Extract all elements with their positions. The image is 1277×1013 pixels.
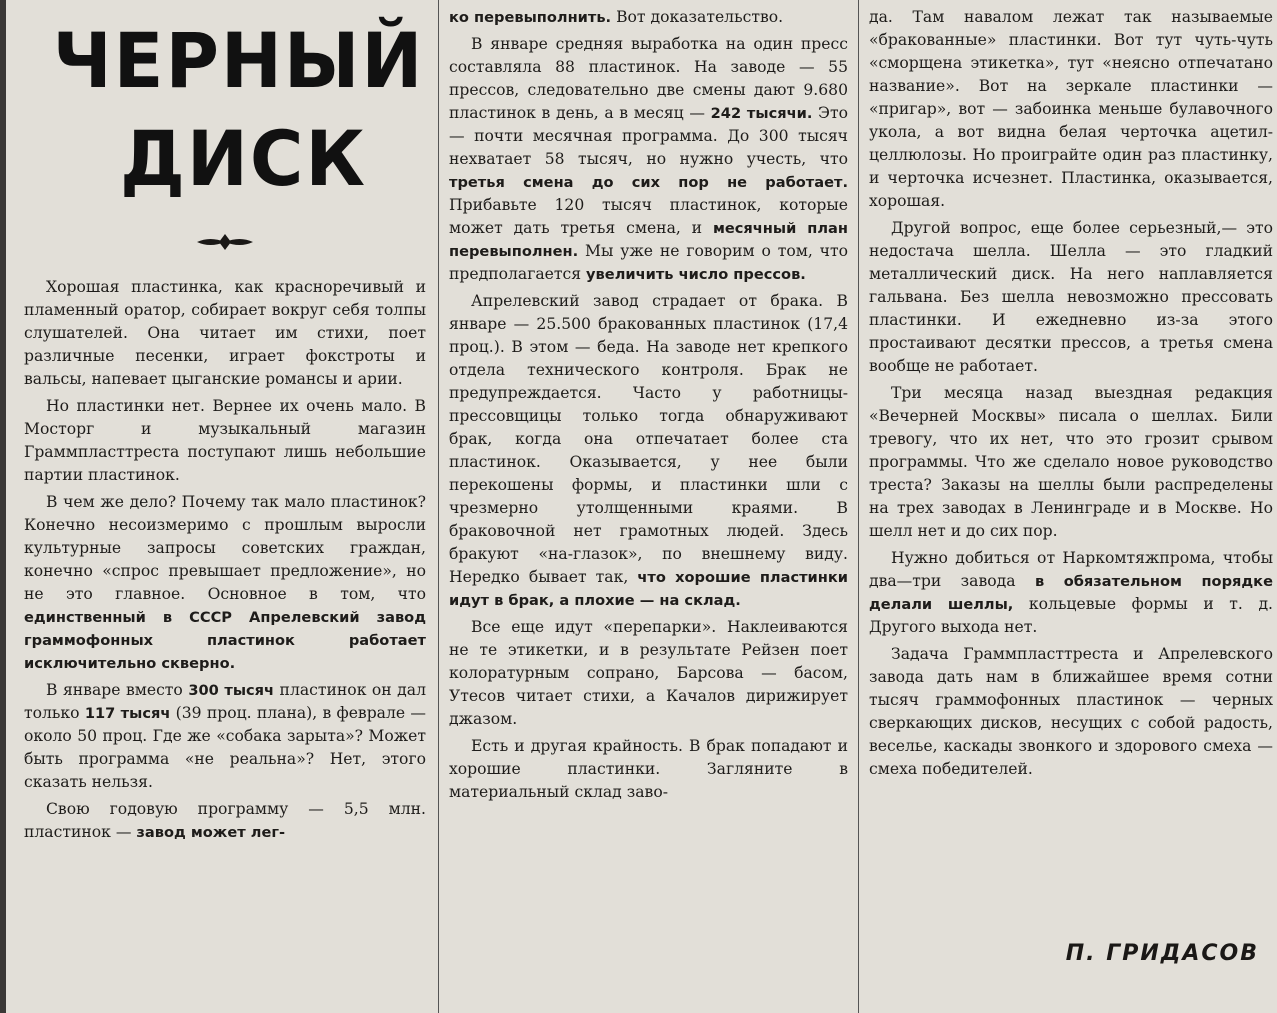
column-3 — [858, 0, 1277, 1013]
bold-text-run: 242 тысячи. — [710, 105, 813, 122]
text-run: кольцевые формы и т. д. Другого выхода нет. — [869, 595, 1274, 636]
paragraph: Все еще идут «перепарки». Наклеиваются не те этикетки, и в результате Рейзен поет колоратурным сопрано, Барсова — басом, Утесов читает стихи, а Качалов дирижирует джазом. — [449, 618, 848, 728]
text-run: Нужно добиться от Наркомтяжпрома, чтобы два—три завода — [869, 549, 1273, 590]
text-run: Это — почти месячная программа. До 300 тысяч нехватает 58 тысяч, но нужно учесть, что — [449, 104, 849, 168]
bold-text-run: завод может лег- — [136, 824, 286, 841]
bold-text-run: 300 тысяч — [188, 682, 275, 699]
diamond-ornament-icon — [195, 232, 255, 252]
bold-text-run: 117 тысяч — [84, 705, 171, 722]
text-run: Апрелевский завод страдает от брака. В январе — 25.500 бракованных пластинок (17,4 проц.). В этом — беда. На заводе нет крепкого отдела технического контроля. Брак не предупреждается. Часто у работницы-прессовщицы только тогда обнаруживают брак, когда она отпечатает более ста пластинок. Оказывается, у нее были перекошены формы, и пластинки шли с чрезмерно утолщенными краями. В браковочной нет грамотных людей. Здесь бракуют «на-глазок», по внешнему виду. Нередко бывает так, — [449, 292, 848, 586]
paragraph — [24, 798, 426, 844]
paragraph — [449, 33, 848, 286]
bold-text-run: увеличить число прессов. — [586, 266, 806, 283]
text-run: Прибавьте 120 тысяч пластинок, которые может дать третья смена, и — [449, 196, 848, 237]
paragraph — [449, 6, 848, 29]
headline-line-1: ЧЕРНЫЙ — [52, 16, 425, 105]
bold-text-run: в обязательном порядке делали шеллы, — [869, 573, 1273, 613]
headline-line-2: ДИСК — [120, 114, 367, 203]
paragraph — [869, 547, 1273, 639]
paragraph — [449, 290, 848, 612]
bold-text-run: месячный план перевыполнен. — [449, 220, 848, 260]
bold-text-run: единственный в СССР Апрелевский завод граммофонных пластинок работает исключительно скверно. — [24, 609, 426, 672]
paragraph — [24, 491, 426, 675]
bold-text-run: что хорошие пластинки идут в брак, а плохие — на склад. — [449, 569, 848, 609]
paragraph — [24, 679, 426, 794]
paragraph: Задача Граммпласттреста и Апрелевского завода дать нам в ближайшее время сотни тысяч граммофонных пластинок — черных сверкающих дисков, несущих с собой радость, веселье, каскады звонкого и здорового смеха — смеха победителей. — [869, 645, 1273, 778]
paragraph: Другой вопрос, еще более серьезный,— это недостача шелла. Шелла — это гладкий металлический диск. На него наплавляется гальвана. Без шелла невозможно прессовать пластинки. И ежедневно из-за этого простаивают десятки прессов, а третья смена вообще не работает. — [869, 219, 1273, 375]
text-run: Свою годовую программу — 5,5 млн. пластинок — — [24, 800, 426, 841]
paragraph: Три месяца назад выездная редакция «Вечерней Москвы» писала о шеллах. Били тревогу, что их нет, что это грозит срывом программы. Что же сделало новое руководство треста? Заказы на шеллы были распределены на трех заводах в Ленинграде и в Москве. Но шелл нет и до сих пор. — [869, 384, 1273, 540]
column-1 — [14, 0, 434, 1013]
text-run: Мы уже не говорим о том, что предполагается — [449, 242, 848, 283]
paragraph: Есть и другая крайность. В брак попадают и хорошие пластинки. Загляните в материальный склад заво- — [449, 737, 848, 801]
paragraph: Но пластинки нет. Вернее их очень мало. В Мосторг и музыкальный магазин Граммпласттреста поступают лишь небольшие партии пластинок. — [24, 397, 426, 484]
text-run: В январе вместо — [46, 681, 189, 699]
text-run: В чем же дело? Почему так мало пластинок? Конечно несоизмеримо с прошлым выросли культурные запросы советских граждан, конечно «спрос превышает предложение», но не это главное. Основное в том, что — [24, 493, 426, 603]
paragraph: да. Там навалом лежат так называемые «бракованные» пластинки. Вот тут чуть-чуть «сморщена этикетка», тут «неясно отпечатано название». Вот на зеркале пластинки — «пригар», вот — забоинка меньше булавочного укола, а вот видна белая черточка ацетил-целлюлозы. Но проиграйте один раз пластинку, и черточка исчезнет. Пластинка, оказывается, хорошая. — [869, 8, 1273, 210]
ornament-divider — [24, 222, 426, 262]
text-run: В январе средняя выработка на один пресс составляла 88 пластинок. На заводе — 55 прессов, следовательно две смены дают 9.680 пластинок в день, а в месяц — — [449, 35, 848, 122]
bold-text-run: третья смена до сих пор не работает. — [449, 174, 848, 191]
text-run: пластинок он дал только — [24, 681, 426, 722]
author-signature: П. ГРИДАСОВ — [1065, 941, 1259, 966]
paragraph: Хорошая пластинка, как красноречивый и пламенный оратор, собирает вокруг себя толпы слушателей. Она читает им стихи, поет различные песенки, играет фокстроты и вальсы, напевает цыганские романсы и арии. — [24, 278, 426, 388]
text-run: (39 проц. плана), в феврале — около 50 проц. Где же «собака зарыта»? Может быть программа «не реальна»? Нет, этого сказать нельзя. — [24, 704, 426, 791]
column-2 — [438, 0, 856, 1013]
bold-text-run: ко перевыполнить. — [449, 9, 612, 26]
text-run: Вот доказательство. — [611, 8, 784, 26]
